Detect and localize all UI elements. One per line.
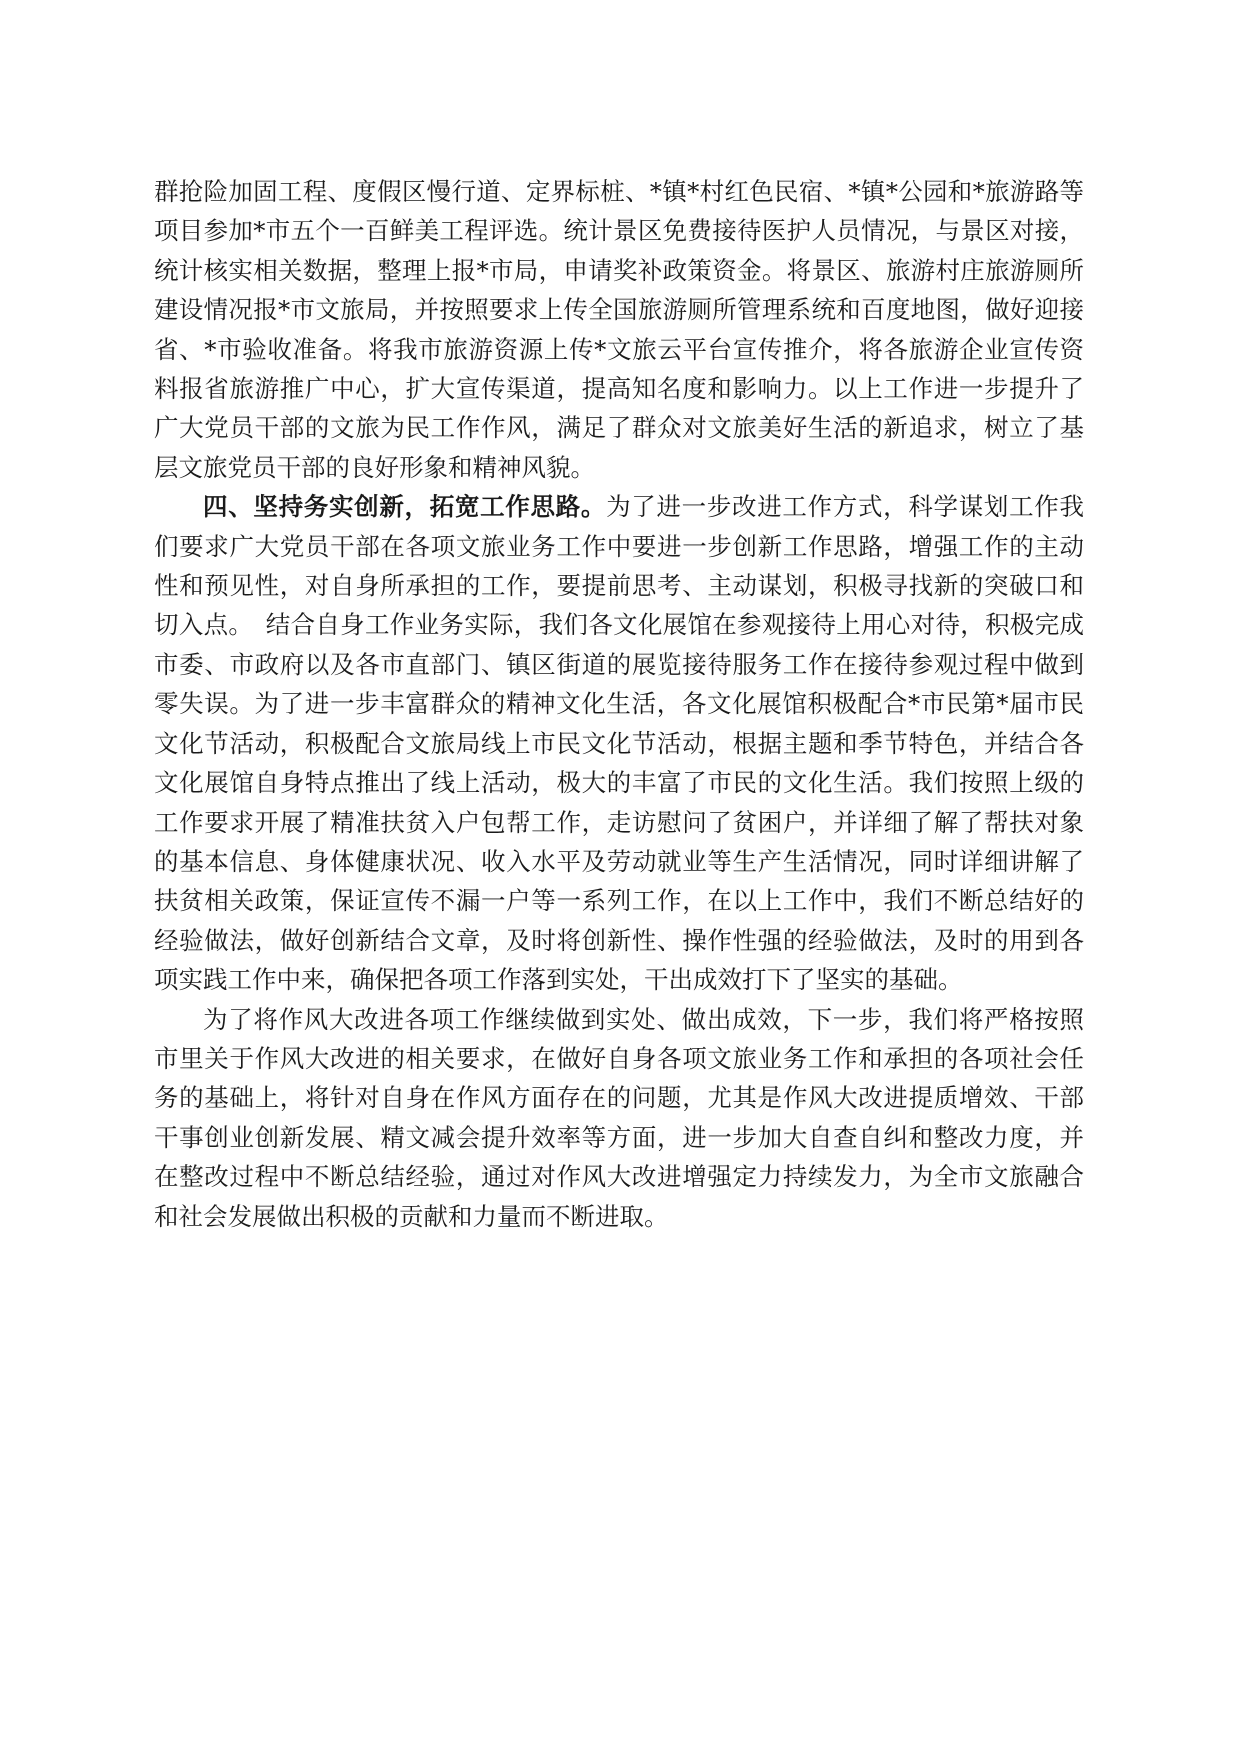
section-heading-4: 四、坚持务实创新，拓宽工作思路。 [203, 492, 607, 522]
paragraph-3 [154, 1000, 1084, 1236]
paragraph-1-text: 群抢险加固工程、度假区慢行道、定界标桩、*镇*村红色民宿、*镇*公园和*旅游路等项目参加*市五个一百鲜美工程评选。统计景区免费接待医护人员情况，与景区对接，统计核实相关数据，整理上报*市局，申请奖补政策资金。将景区、旅游村庄旅游厕所建设情况报*市文旅局，并按照要求上传全国旅游厕所管理系统和百度地图，做好迎接省、*市验收准备。将我市旅游资源上传*文旅云平台宣传推介，将各旅游企业宣传资料报省旅游推广中心，扩大宣传渠道，提高知名度和影响力。以上工作进一步提升了广大党员干部的文旅为民工作作风，满足了群众对文旅美好生活的新追求，树立了基层文旅党员干部的良好形象和精神风貌。 [154, 177, 1084, 482]
paragraph-1 [154, 172, 1084, 487]
paragraph-2 [154, 487, 1084, 999]
paragraph-2-text: 为了进一步改进工作方式，科学谋划工作我们要求广大党员干部在各项文旅业务工作中要进一步创新工作思路，增强工作的主动性和预见性，对自身所承担的工作，要提前思考、主动谋划，积极寻找新的突破口和切入点。 结合自身工作业务实际，我们各文化展馆在参观接待上用心对待，积极完成市委、市政府以及各市直部门、镇区街道的展览接待服务工作在接待参观过程中做到零失误。为了进一步丰富群众的精神文化生活，各文化展馆积极配合*市民第*届市民文化节活动，积极配合文旅局线上市民文化节活动，根据主题和季节特色，并结合各文化展馆自身特点推出了线上活动，极大的丰富了市民的文化生活。我们按照上级的工作要求开展了精准扶贫入户包帮工作，走访慰问了贫困户，并详细了解了帮扶对象的基本信息、身体健康状况、收入水平及劳动就业等生产生活情况，同时详细讲解了扶贫相关政策，保证宣传不漏一户等一系列工作，在以上工作中，我们不断总结好的经验做法，做好创新结合文章，及时将创新性、操作性强的经验做法，及时的用到各项实践工作中来，确保把各项工作落到实处，干出成效打下了坚实的基础。 [154, 492, 1085, 995]
paragraph-3-text: 为了将作风大改进各项工作继续做到实处、做出成效，下一步，我们将严格按照市里关于作风大改进的相关要求，在做好自身各项文旅业务工作和承担的各项社会任务的基础上，将针对自身在作风方面存在的问题，尤其是作风大改进提质增效、干部干事创业创新发展、精文减会提升效率等方面，进一步加大自查自纠和整改力度，并在整改过程中不断总结经验，通过对作风大改进增强定力持续发力，为全市文旅融合和社会发展做出积极的贡献和力量而不断进取。 [154, 1004, 1084, 1231]
document-page [154, 172, 1084, 1236]
